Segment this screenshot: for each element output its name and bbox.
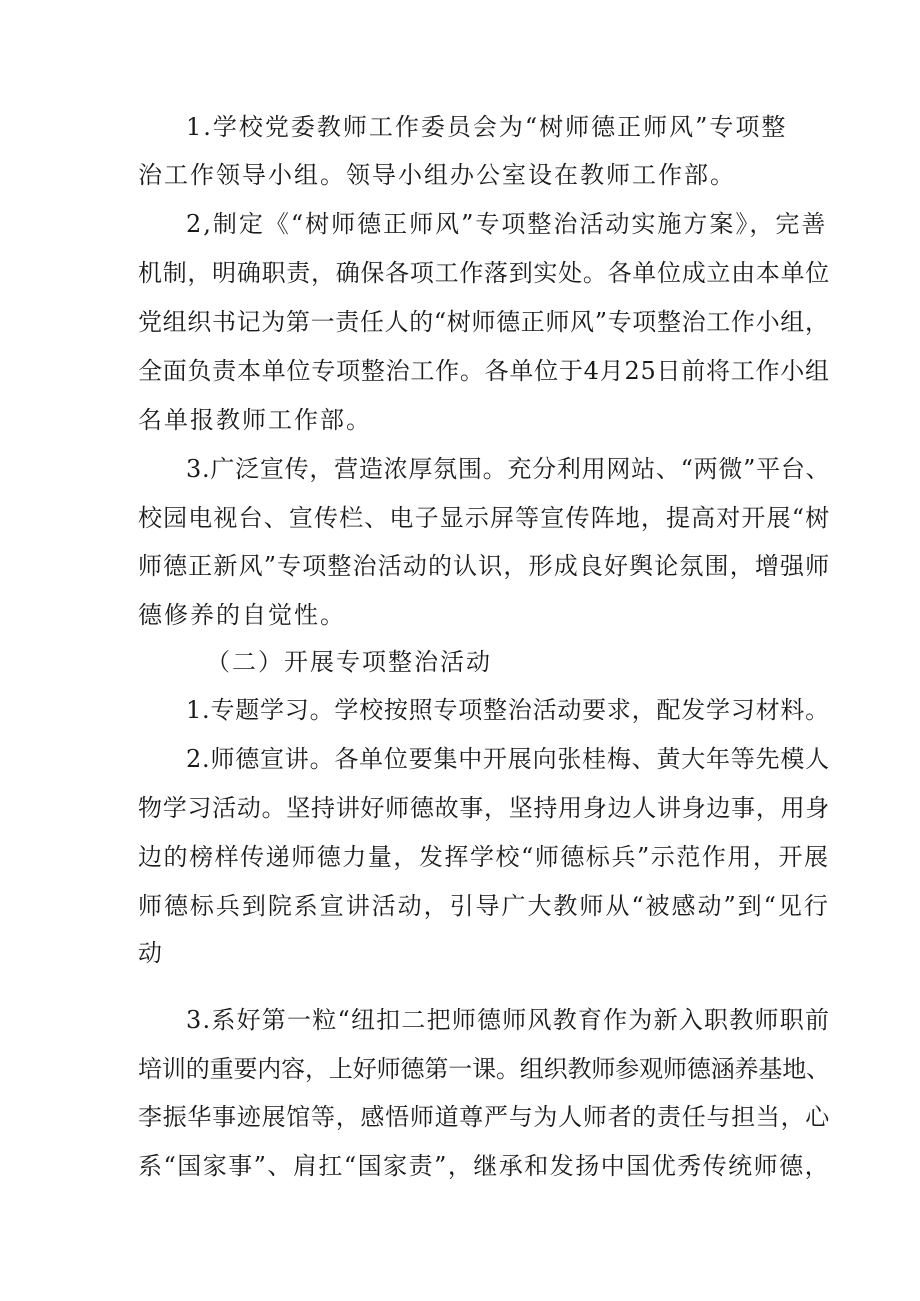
paragraph-line: [0, 302, 920, 342]
text-line: 治工作领导小组。领导小组办公室设在教师工作部。: [138, 161, 736, 189]
text-line: 校园电视台、宣传栏、电子显示屏等宣传阵地，提高对开展“树: [138, 504, 831, 532]
text-line: 物学习活动。坚持讲好师德故事，坚持用身边人讲身边事，用身: [138, 794, 830, 822]
paragraph-line: [0, 690, 920, 730]
text-line: 名单报教师工作部。: [138, 406, 372, 434]
text-line: 党组织书记为第一责任人的“树师德正师风”专项整治工作小组，: [138, 308, 830, 336]
text-line: 师德标兵到院系宣讲活动，引导广大教师从“被感动”到“见行: [138, 892, 830, 920]
paragraph-line: [0, 739, 920, 779]
paragraph-line: [0, 253, 920, 293]
paragraph-line: [0, 1000, 920, 1040]
text-line: 2,制定《“树师德正师风”专项整治活动实施方案》，完善: [186, 210, 828, 238]
text-line: 3.广泛宣传，营造浓厚氛围。充分利用网站、“两微”平台、: [186, 455, 831, 483]
paragraph-line: [0, 400, 920, 440]
paragraph-line: [0, 1097, 920, 1137]
paragraph-line: [0, 155, 920, 195]
text-line: 德修养的自觉性。: [138, 601, 346, 629]
paragraph-line: [0, 498, 920, 538]
text-line: 系“国家事”、肩扛“国家责”，继承和发扬中国优秀传统师德，: [138, 1152, 831, 1180]
text-line: 机制，明确职责，确保各项工作落到实处。各单位成立由本单位: [138, 259, 830, 287]
text-line: 1.学校党委教师工作委员会为“树师德正师风”专项整: [186, 113, 788, 141]
paragraph-line: [0, 1049, 920, 1089]
text-line: 培训的重要内容，上好师德第一课。组织教师参观师德涵养基地、: [138, 1055, 830, 1083]
text-line: 师德正新风”专项整治活动的认识，形成良好舆论氛围，增强师: [138, 552, 831, 580]
paragraph-line: [0, 107, 920, 147]
paragraph-line: [0, 788, 920, 828]
paragraph-line: [0, 595, 920, 635]
text-line: 2.师德宣讲。各单位要集中开展向张桂梅、黄大年等先模人: [186, 745, 830, 773]
text-line: 3.系好第一粒“纽扣二把师德师风教育作为新入职教师职前: [186, 1006, 831, 1034]
paragraph-line: [0, 449, 920, 489]
text-line: 1.专题学习。学校按照专项整治活动要求，配发学习材料。: [186, 696, 830, 724]
paragraph-line: [0, 886, 920, 926]
paragraph-line: [0, 546, 920, 586]
section-heading: [0, 642, 920, 682]
text-line: 边的榜样传递师德力量，发挥学校“师德标兵”示范作用，开展: [138, 843, 830, 871]
paragraph-line: [0, 1146, 920, 1186]
text-line: 全面负责本单位专项整治工作。各单位于4月25日前将工作小组: [138, 357, 830, 385]
paragraph-line: [0, 204, 920, 244]
section-heading-text: （二）开展专项整治活动: [206, 648, 492, 676]
text-line: 李振华事迹展馆等，感悟师道尊严与为人师者的责任与担当，心: [138, 1103, 830, 1131]
text-line: 动: [138, 939, 164, 967]
paragraph-line: [0, 351, 920, 391]
paragraph-line: [0, 837, 920, 877]
paragraph-line: [0, 933, 920, 973]
